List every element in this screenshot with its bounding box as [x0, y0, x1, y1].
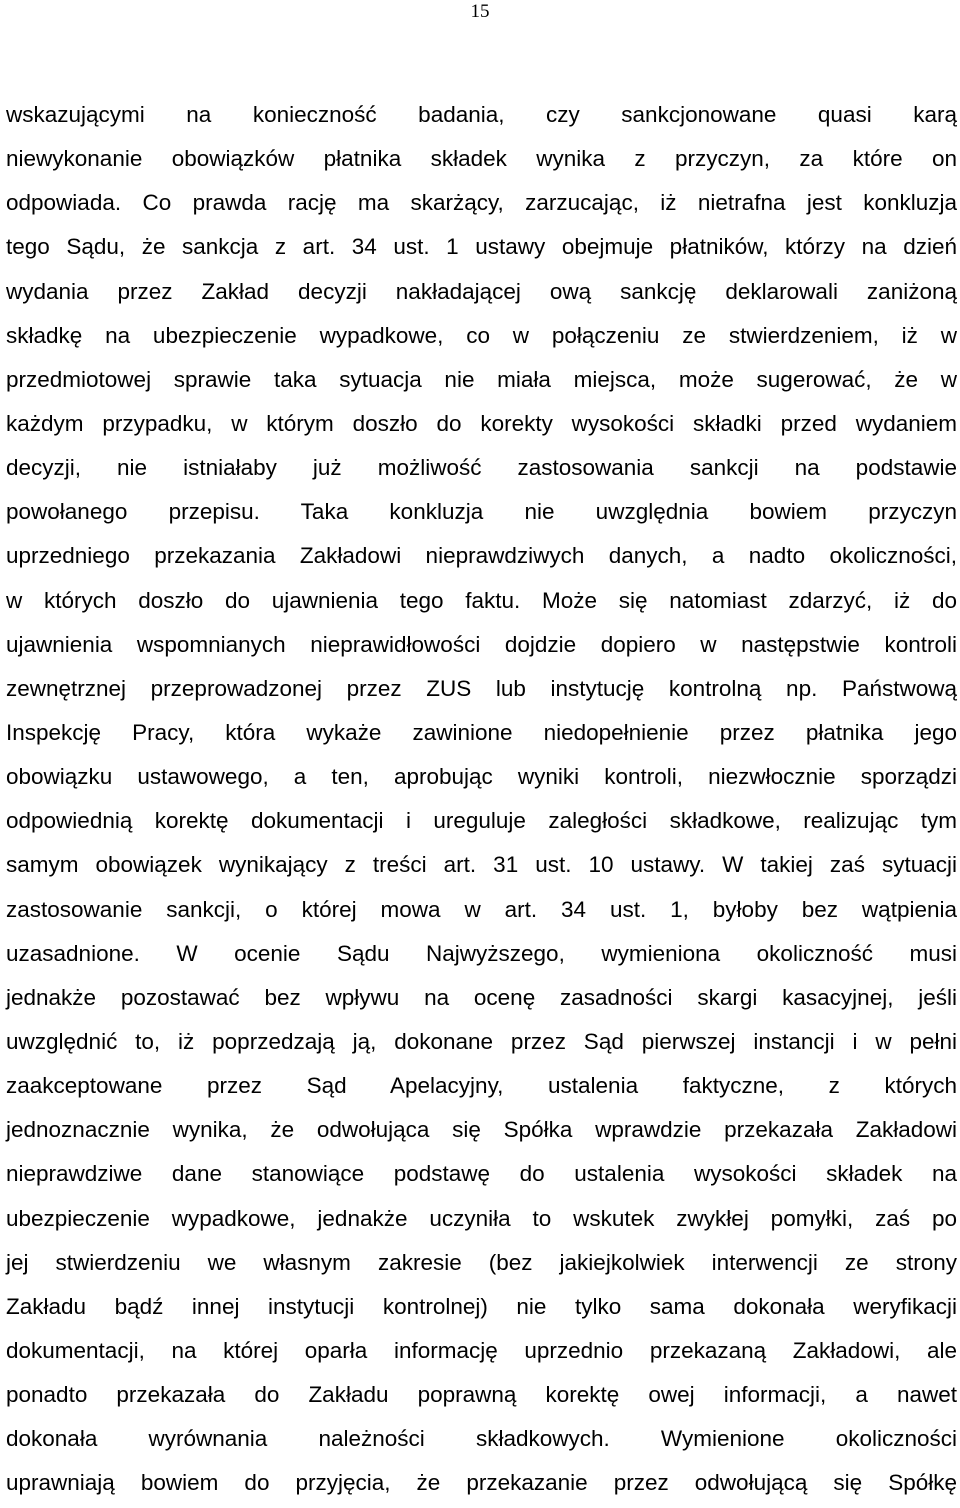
text-line: wskazującymi na konieczność badania, czy sankcjonowane quasi karą [6, 102, 957, 127]
text-line: zewnętrznej przeprowadzonej przez ZUS lub instytucję kontrolną np. Państwową [6, 675, 957, 701]
text-line: zastosowanie sankcji, o której mowa w art. 34 ust. 1, byłoby bez wątpienia [6, 896, 957, 922]
text-line: uprawniają bowiem do przyjęcia, że przekazanie przez odwołującą się Spółkę [6, 1470, 957, 1496]
text-line: wydania przez Zakład decyzji nakładającej ową sankcję deklarowali zaniżoną [6, 278, 957, 304]
text-line: zaakceptowane przez Sąd Apelacyjny, ustalenia faktyczne, z których [6, 1073, 957, 1099]
text-line: odpowiednią korektę dokumentacji i ureguluje zaległości składkowe, realizując tym [6, 808, 957, 834]
text-line: jednakże pozostawać bez wpływu na ocenę zasadności skargi kasacyjnej, jeśli [6, 984, 957, 1010]
text-line: ubezpieczenie wypadkowe, jednakże uczyniła to wskutek zwykłej pomyłki, zaś po [6, 1205, 957, 1231]
text-line: każdym przypadku, w którym doszło do korekty wysokości składki przed wydaniem [6, 410, 957, 436]
text-line: powołanego przepisu. Taka konkluzja nie uwzględnia bowiem przyczyn [6, 499, 957, 525]
text-line: obowiązku ustawowego, a ten, aprobując wyniki kontroli, niezwłocznie sporządzi [6, 764, 957, 790]
text-line: ponadto przekazała do Zakładu poprawną korektę owej informacji, a nawet [6, 1382, 957, 1408]
text-line: uprzedniego przekazania Zakładowi nieprawdziwych danych, a nadto okoliczności, [6, 543, 957, 569]
text-line: decyzji, nie istniałaby już możliwość zastosowania sankcji na podstawie [6, 455, 957, 481]
text-line: odpowiada. Co prawda rację ma skarżący, zarzucając, iż nietrafna jest konkluzja [6, 190, 957, 216]
text-line: dokonała wyrównania należności składkowych. Wymienione okoliczności [6, 1426, 957, 1452]
text-line: uzasadnione. W ocenie Sądu Najwyższego, wymieniona okoliczność musi [6, 940, 957, 966]
text-line: niewykonanie obowiązków płatnika składek wynika z przyczyn, za które on [6, 146, 957, 172]
text-line: tego Sądu, że sankcja z art. 34 ust. 1 ustawy obejmuje płatników, którzy na dzień [6, 234, 957, 260]
text-line: w których doszło do ujawnienia tego faktu. Może się natomiast zdarzyć, iż do [6, 587, 957, 613]
text-line: samym obowiązek wynikający z treści art. 31 ust. 10 ustawy. W takiej zaś sytuacji [6, 852, 957, 878]
text-line: przedmiotowej sprawie taka sytuacja nie miała miejsca, może sugerować, że w [6, 366, 957, 392]
text-line: uwzględnić to, iż poprzedzają ją, dokonane przez Sąd pierwszej instancji i w pełni [6, 1028, 957, 1054]
text-line: Zakładu bądź innej instytucji kontrolnej) nie tylko sama dokonała weryfikacji [6, 1293, 957, 1319]
body-text [6, 93, 957, 1506]
text-line: dokumentacji, na której oparła informację uprzednio przekazaną Zakładowi, ale [6, 1337, 957, 1363]
text-line: nieprawdziwe dane stanowiące podstawę do ustalenia wysokości składek na [6, 1161, 957, 1187]
text-line: składkę na ubezpieczenie wypadkowe, co w połączeniu ze stwierdzeniem, iż w [6, 322, 957, 348]
page-number: 15 [470, 1, 490, 22]
text-line: Inspekcję Pracy, która wykaże zawinione niedopełnienie przez płatnika jego [6, 719, 957, 745]
text-line: ujawnienia wspomnianych nieprawidłowości dojdzie dopiero w następstwie kontroli [6, 631, 957, 657]
text-line: jednoznacznie wynika, że odwołująca się Spółka wprawdzie przekazała Zakładowi [6, 1117, 957, 1143]
text-line: jej stwierdzeniu we własnym zakresie (bez jakiejkolwiek interwencji ze strony [6, 1249, 957, 1275]
